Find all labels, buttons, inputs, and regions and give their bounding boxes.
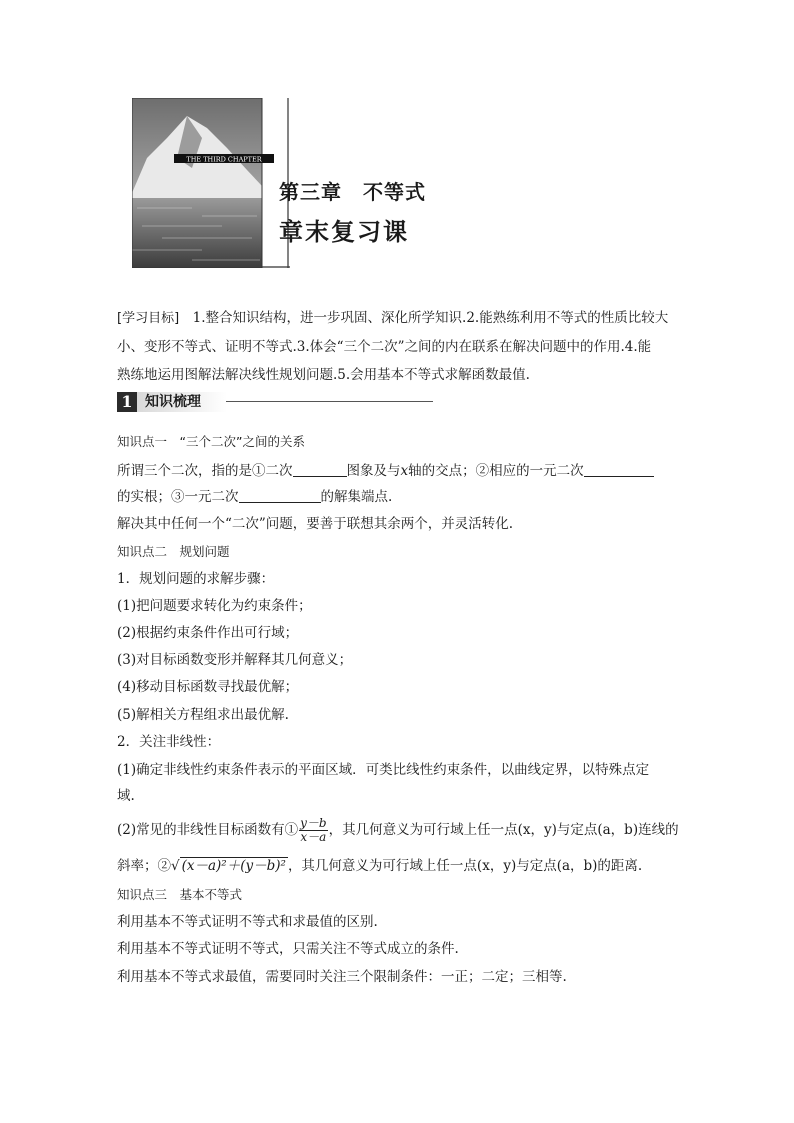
section-title: 知识梳理 (145, 394, 201, 410)
kp2-step-3: (3)对目标函数变形并解释其几何意义； (117, 652, 353, 668)
kp2-nonlinear-heading: 2．关注非线性： (117, 734, 221, 750)
kp2-nonlinear-2b: 斜率；②√ (x－a)²＋(y－b)² ，其几何意义为可行域上任一点(x，y)与定点(a，b)的距离. (117, 858, 643, 874)
learning-objectives: [学习目标] 1.整合知识结构，进一步巩固、深化所学知识.2.能熟练利用不等式的性质比较大 小、变形不等式、证明不等式.3.体会“三个二次”之间的内在联系在解决问题中的作用.4.能 熟练地运用图解法解决线性规划问题.5.会用基本不等式求解函数最值. (117, 310, 669, 383)
cover-caption: THE THIRD CHAPTER (186, 155, 262, 164)
kp2-step-heading: 1．规划问题的求解步骤： (117, 571, 275, 587)
kp2-nonlinear-2a: (2)常见的非线性目标函数有① $\frac{y-b}{x-a}$ ，其几何意义为可行域上任一点(x，y)与定点(a，b)连线的 (117, 816, 679, 844)
kp1-line1: 所谓三个二次，指的是①二次 图象及与x轴的交点；②相应的一元二次 (117, 461, 654, 481)
chapter-title: 第三章 不等式 (279, 180, 426, 204)
kp1-title: 知识点一 “三个二次”之间的关系 (117, 434, 305, 449)
kp2-nonlinear-1a: (1)确定非线性约束条件表示的平面区域．可类比线性约束条件，以曲线定界，以特殊点定 (117, 762, 650, 778)
blank-1[interactable] (293, 462, 347, 477)
kp2-nonlinear-1b: 域. (117, 788, 135, 804)
kp2-step-1: (1)把问题要求转化为约束条件； (117, 598, 312, 614)
kp3-line3: 利用基本不等式求最值，需要同时关注三个限制条件：一正；二定；三相等. (117, 969, 567, 985)
kp2-step-4: (4)移动目标函数寻找最优解； (117, 679, 299, 695)
section-divider (226, 401, 433, 402)
section-number: 1 (117, 392, 137, 412)
blank-2[interactable] (584, 462, 654, 477)
kp2-step-2: (2)根据约束条件作出可行域； (117, 625, 299, 641)
kp1-line3: 解决其中任何一个“二次”问题，要善于联想其余两个，并灵活转化. (117, 516, 514, 532)
kp1-line2: 的实根；③一元二次 的解集端点. (117, 489, 393, 505)
kp3-line2: 利用基本不等式证明不等式，只需关注不等式成立的条件. (117, 941, 459, 957)
kp2-title: 知识点二 规划问题 (117, 544, 230, 559)
kp3-line1: 利用基本不等式证明不等式和求最值的区别. (117, 914, 378, 930)
blank-3[interactable] (239, 488, 321, 503)
kp3-title: 知识点三 基本不等式 (117, 887, 243, 902)
kp2-step-5: (5)解相关方程组求出最优解. (117, 707, 289, 723)
distance-sqrt: (x－a)²＋(y－b)² (181, 858, 286, 874)
chapter-cover-image (132, 98, 290, 268)
slope-fraction: $\frac{y-b}{x-a}$ (300, 816, 327, 844)
page-subtitle: 章末复习课 (279, 218, 409, 246)
objectives-label: [学习目标] (117, 311, 180, 326)
